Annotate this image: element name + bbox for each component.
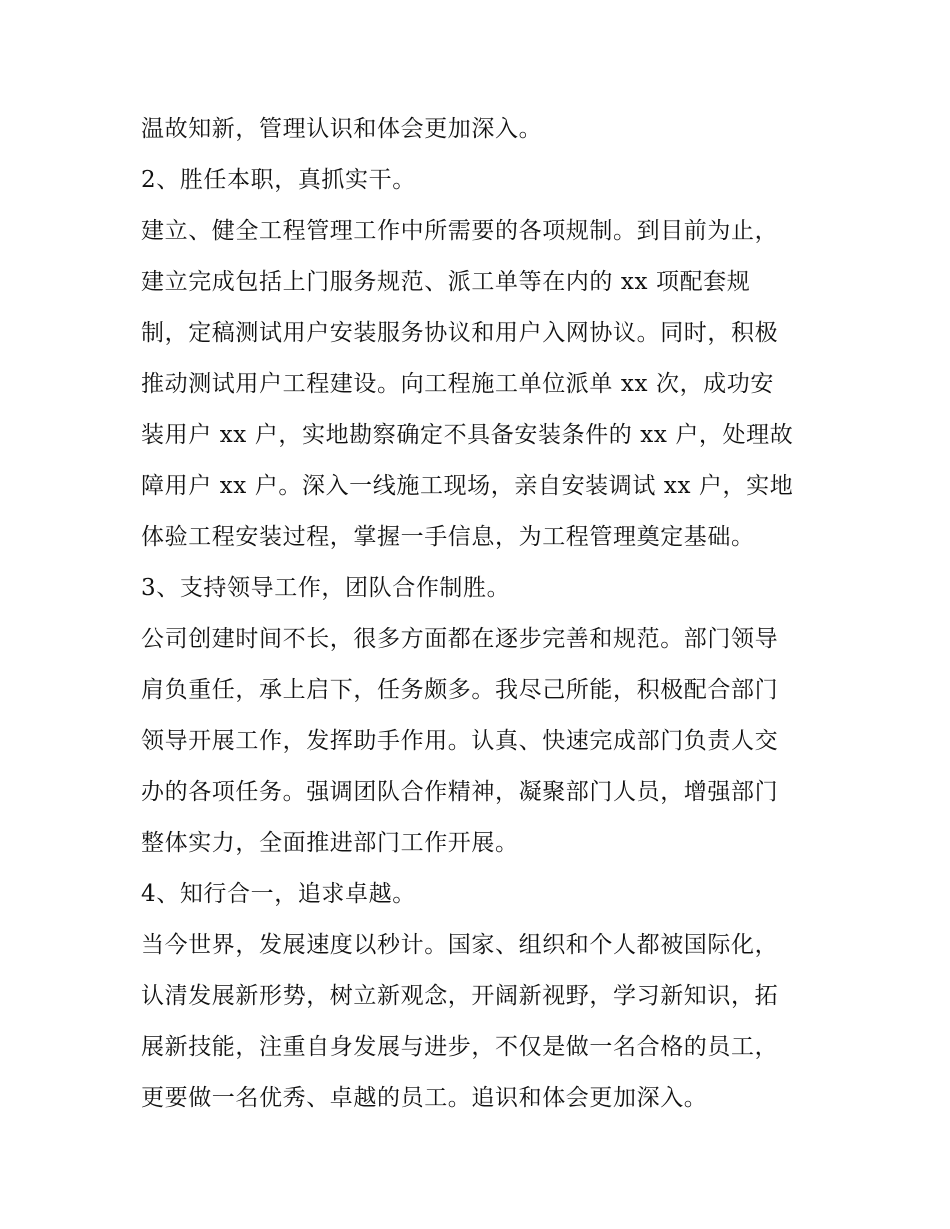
section-heading: 3、支持领导工作，团队合作制胜。 <box>141 575 511 601</box>
text-line: 障用户 xx 户。深入一线施工现场，亲自安装调试 xx 户，实地 <box>141 473 794 499</box>
section-heading: 2、胜任本职，真抓实干。 <box>141 167 416 193</box>
text-line: 装用户 xx 户，实地勘察确定不具备安装条件的 xx 户，处理故 <box>141 422 794 448</box>
text-line: 建立完成包括上门服务规范、派工单等在内的 xx 项配套规 <box>141 269 751 295</box>
text-line: 当今世界，发展速度以秒计。国家、组织和个人都被国际化， <box>141 932 779 958</box>
text-line: 温故知新，管理认识和体会更加深入。 <box>141 116 543 142</box>
text-line: 认清发展新形势，树立新观念，开阔新视野，学习新知识，拓 <box>141 983 779 1009</box>
text-line: 建立、健全工程管理工作中所需要的各项规制。到目前为止， <box>141 218 779 244</box>
text-line: 更要做一名优秀、卓越的员工。追识和体会更加深入。 <box>141 1085 708 1111</box>
section-heading: 4、知行合一，追求卓越。 <box>141 881 416 907</box>
text-line: 推动测试用户工程建设。向工程施工单位派单 xx 次，成功安 <box>141 371 774 397</box>
text-line: 公司创建时间不长，很多方面都在逐步完善和规范。部门领导 <box>141 626 779 652</box>
text-line: 领导开展工作，发挥助手作用。认真、快速完成部门负责人交 <box>141 728 779 754</box>
text-line: 办的各项任务。强调团队合作精神，凝聚部门人员，增强部门 <box>141 779 779 805</box>
text-line: 展新技能，注重自身发展与进步，不仅是做一名合格的员工， <box>141 1034 779 1060</box>
text-line: 体验工程安装过程，掌握一手信息，为工程管理奠定基础。 <box>141 524 755 550</box>
text-line: 制，定稿测试用户安装服务协议和用户入网协议。同时，积极 <box>141 320 779 346</box>
text-line: 肩负重任，承上启下，任务颇多。我尽己所能，积极配合部门 <box>141 677 779 703</box>
text-line: 整体实力，全面推进部门工作开展。 <box>141 830 519 856</box>
